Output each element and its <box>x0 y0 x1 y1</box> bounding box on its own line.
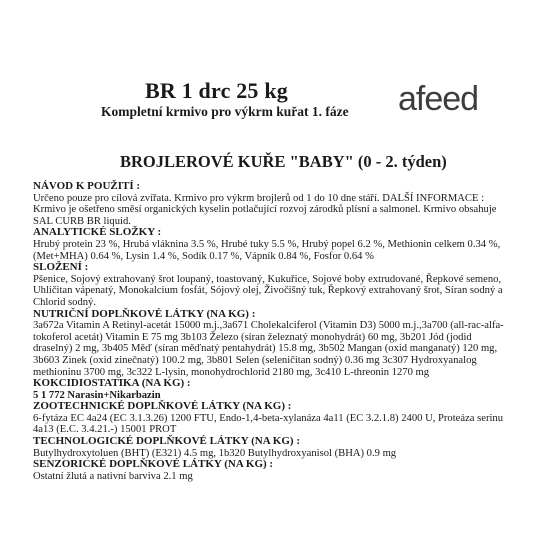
product-description: Kompletní krmivo pro výkrm kuřat 1. fáze <box>101 104 349 119</box>
section-heading: SENZORICKÉ DOPLŇKOVÉ LÁTKY (NA KG) : <box>33 458 274 471</box>
section-sensory-additives <box>33 459 513 482</box>
section-text: Určeno pouze pro cílová zvířata. Krmivo pro výkrm brojlerů od 1 do 10 dne stáří. DALŠÍ INFORMACE : Krmivo je ošetřeno směsí organických kyselin potlačující rozvoj zárodků plísní a salmonel. Krmivo obsahuje SAL CURB BR liquid. <box>33 192 497 227</box>
section-text: 3a672a Vitamin A Retinyl-acetát 15000 m.j.,3a671 Cholekalciferol (Vitamin D3) 5000 m.j.,3a700 (all-rac-alfa-tokoferol acetát) Vitamin E 75 mg 3b103 Železo (síran železnatý monohydrát) 60 mg, 3b201 Jód (jodid draselný) 2 mg, 3b405 Měď (síran měďnatý pentahydrát) 15.8 mg, 3b502 Mangan (oxid manganatý) 120 mg, 3b603 Zinek (oxid zinečnatý) 100.2 mg, 3b801 Selen (seleničitan sodný) 0.36 mg 3c307 Hydroxyanalog methioninu 3700 mg, 3c322 L-lysin, monohydrochlorid 2180 mg, 3c410 L-threonin 1270 mg <box>33 320 504 378</box>
section-text: 5 1 772 Narasin+Nikarbazin <box>33 389 161 401</box>
section-text: Pšenice, Sojový extrahovaný šrot loupaný, toastovaný, Kukuřice, Sojové boby extrudované, Řepkové semeno, Uhličitan vápenatý, Monokalcium fosfát, Sójový olej, Živočišný tuk, Řepkový extrahovaný šrot, Síran sodný a Chlorid sodný. <box>33 273 503 308</box>
section-text: 6-fytáza EC 4a24 (EC 3.1.3.26) 1200 FTU, Endo-1,4-beta-xylanáza 4a11 (EC 3.2.1.8) 2400 U, Proteáza serinu 4a13 (E.C. 3.4.21.-) 15001 PROT <box>33 412 504 436</box>
label-body <box>33 181 513 482</box>
section-analytical <box>33 227 513 262</box>
section-heading: SLOŽENÍ : <box>33 261 89 274</box>
section-heading: ANALYTICKÉ SLOŽKY : <box>33 226 162 239</box>
section-composition <box>33 262 513 308</box>
section-heading: TECHNOLOGICKÉ DOPLŇKOVÉ LÁTKY (NA KG) : <box>33 435 300 448</box>
section-heading: KOKCIDIOSTATIKA (NA KG) : <box>33 377 191 390</box>
section-heading: ZOOTECHNICKÉ DOPLŇKOVÉ LÁTKY (NA KG) : <box>33 400 292 413</box>
section-technological-additives <box>33 436 513 459</box>
section-zootechnical-additives <box>33 401 513 436</box>
section-nutritional-additives <box>33 309 513 379</box>
section-text: Ostatní žlutá a nativní barviva 2.1 mg <box>33 470 193 482</box>
section-heading: NUTRIČNÍ DOPLŇKOVÉ LÁTKY (NA KG) : <box>33 307 256 320</box>
label-title: BROJLEROVÉ KUŘE "BABY" (0 - 2. týden) <box>120 152 447 171</box>
brand-logo: afeed <box>398 80 479 118</box>
section-heading: NÁVOD K POUŽITÍ : <box>33 180 141 192</box>
section-coccidiostats <box>33 378 513 401</box>
section-text: Hrubý protein 23 %, Hrubá vláknina 3.5 %, Hrubé tuky 5.5 %, Hrubý popel 6.2 %, Methionin celkem 0.34 %, (Met+MHA) 0.64 %, Lysin 1.4 %, Sodík 0.17 %, Vápník 0.84 %, Fosfor 0.64 % <box>33 238 501 262</box>
product-code: BR 1 drc 25 kg <box>145 78 288 103</box>
section-text: Butylhydroxytoluen (BHT) (E321) 4.5 mg, 1b320 Butylhydroxyanisol (BHA) 0.9 mg <box>33 447 397 459</box>
section-usage <box>33 181 513 227</box>
